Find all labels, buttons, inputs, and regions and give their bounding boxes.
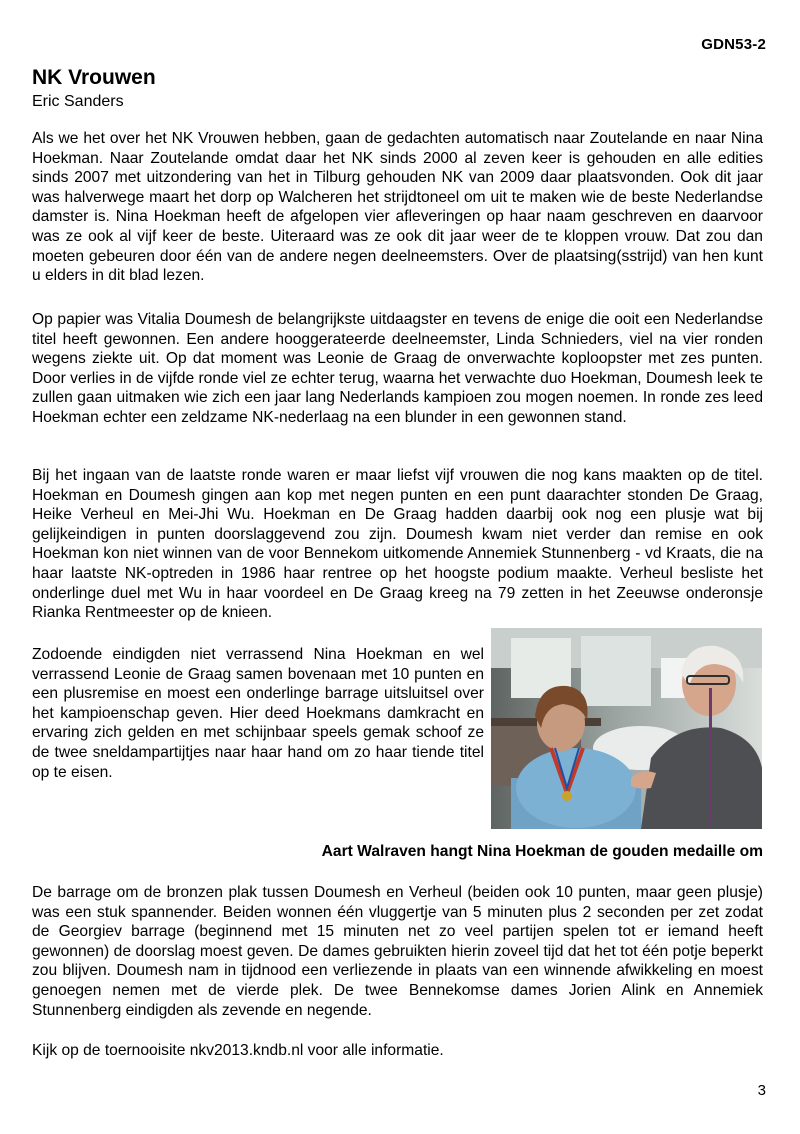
photo-caption: Aart Walraven hangt Nina Hoekman de gouden medaille om [321,843,763,860]
page-number: 3 [757,1082,766,1099]
paragraph-contenders: Op papier was Vitalia Doumesh de belangrijkste uitdaagster en tevens de enige die ooit een Nederlandse titel heeft gewonnen. Een andere hooggerateerde deelneemster, Linda Schnieders, viel na vier ronden wegens ziekte uit. Op dat moment was Leonie de Graag de onverwachte koploopster met zes punten. Door verlies in de vijfde ronde viel ze echter terug, waarna het verwachte duo Hoekman, Doumesh leek te zullen gaan uitmaken wie zich een jaar lang Nederlands kampioen zou mogen noemen. In ronde zes leed Hoekman echter een zeldzame NK-nederlaag na een blunder in een gewonnen stand. [32,311,763,426]
issue-code: GDN53-2 [701,36,766,53]
paragraph-final-round: Bij het ingaan van de laatste ronde waren er maar liefst vijf vrouwen die nog kans maakten op de titel. Hoekman en Doumesh gingen aan kop met negen punten en een punt daarachter stonden De Graag, Heike Verheul en Mei-Jhi Wu. Hoekman en De Graag hadden daarbij ook nog een plusje wat bij gelijkeindigen in punten doorslaggevend zou zijn. Doumesh kwam niet verder dan remise en ook Hoekman kon niet winnen van de voor Bennekom uitkomende Annemiek Stunnenberg - vd Kraats, die na haar laatste NK-optreden in 1986 haar rentree op het hoogste podium maakte. Verheul besliste het onderlinge duel met Wu in haar voordeel en De Graag kreeg na 79 zetten in het Zeeuwse onderonsje Rianka Rentmeester op de knieen. [32,467,763,622]
paragraph-intro: Als we het over het NK Vrouwen hebben, gaan de gedachten automatisch naar Zoutelande en naar Nina Hoekman. Naar Zoutelande omdat daar het NK sinds 2000 al zeven keer is gehouden en alle edities sinds 2007 met uitzondering van het in Tilburg gehouden NK van 2009 daar plaatsvonden. Ook dit jaar was halverwege maart het dorp op Walcheren het strijdtoneel om uit te maken wie de beste Nederlandse damster is. Nina Hoekman heeft de afgelopen vier afleveringen op haar naam geschreven en daarvoor was ze ook al vijf keer de beste. Uiteraard was ze ook dit jaar weer de te kloppen vrouw. Dat zou dan moeten gebeuren door één van de andere negen deelneemsters. Over de plaatsing(sstrijd) van hen kunt u elders in dit blad lezen. [32,130,763,285]
paragraph-website-note: Kijk op de toernooisite nkv2013.kndb.nl voor alle informatie. [32,1042,444,1059]
article-author: Eric Sanders [32,93,124,110]
paragraph-barrage-title: Zodoende eindigden niet verrassend Nina Hoekman en wel verrassend Leonie de Graag samen bovenaan met 10 punten en een plusremise en moest een onderlinge barrage uitsluitsel over het kampioenschap geven. Hier deed Hoekmans damkracht en ervaring zich gelden en met schijnbaar speels gemak schoof ze de twee sneldampartijtjes naar haar hand om zo haar tiende titel op te eisen. [32,646,484,781]
paragraph-bronze-barrage: De barrage om de bronzen plak tussen Doumesh en Verheul (beiden ook 10 punten, maar geen plusje) was een stuk spannender. Beiden wonnen één vluggertje van 5 minuten plus 2 seconden per zet zodat de Georgiev barrage (beginnend met 15 minuten net zo veel partijen spelen tot er iemand heeft gewonnen) de doorslag moest geven. De dames gebruikten hierin zoveel tijd dat het tot één potje beperkt zou blijven. Doumesh nam in tijdnood een verliezende in plaats van een winnende afwikkeling en moest genoegen nemen met de vierde plek. De twee Bennekomse dames Jorien Alink en Annemiek Stunnenberg eindigden als zevende en negende. [32,884,763,1019]
medal-ceremony-photo [491,628,762,829]
article-title: NK Vrouwen [32,66,156,89]
